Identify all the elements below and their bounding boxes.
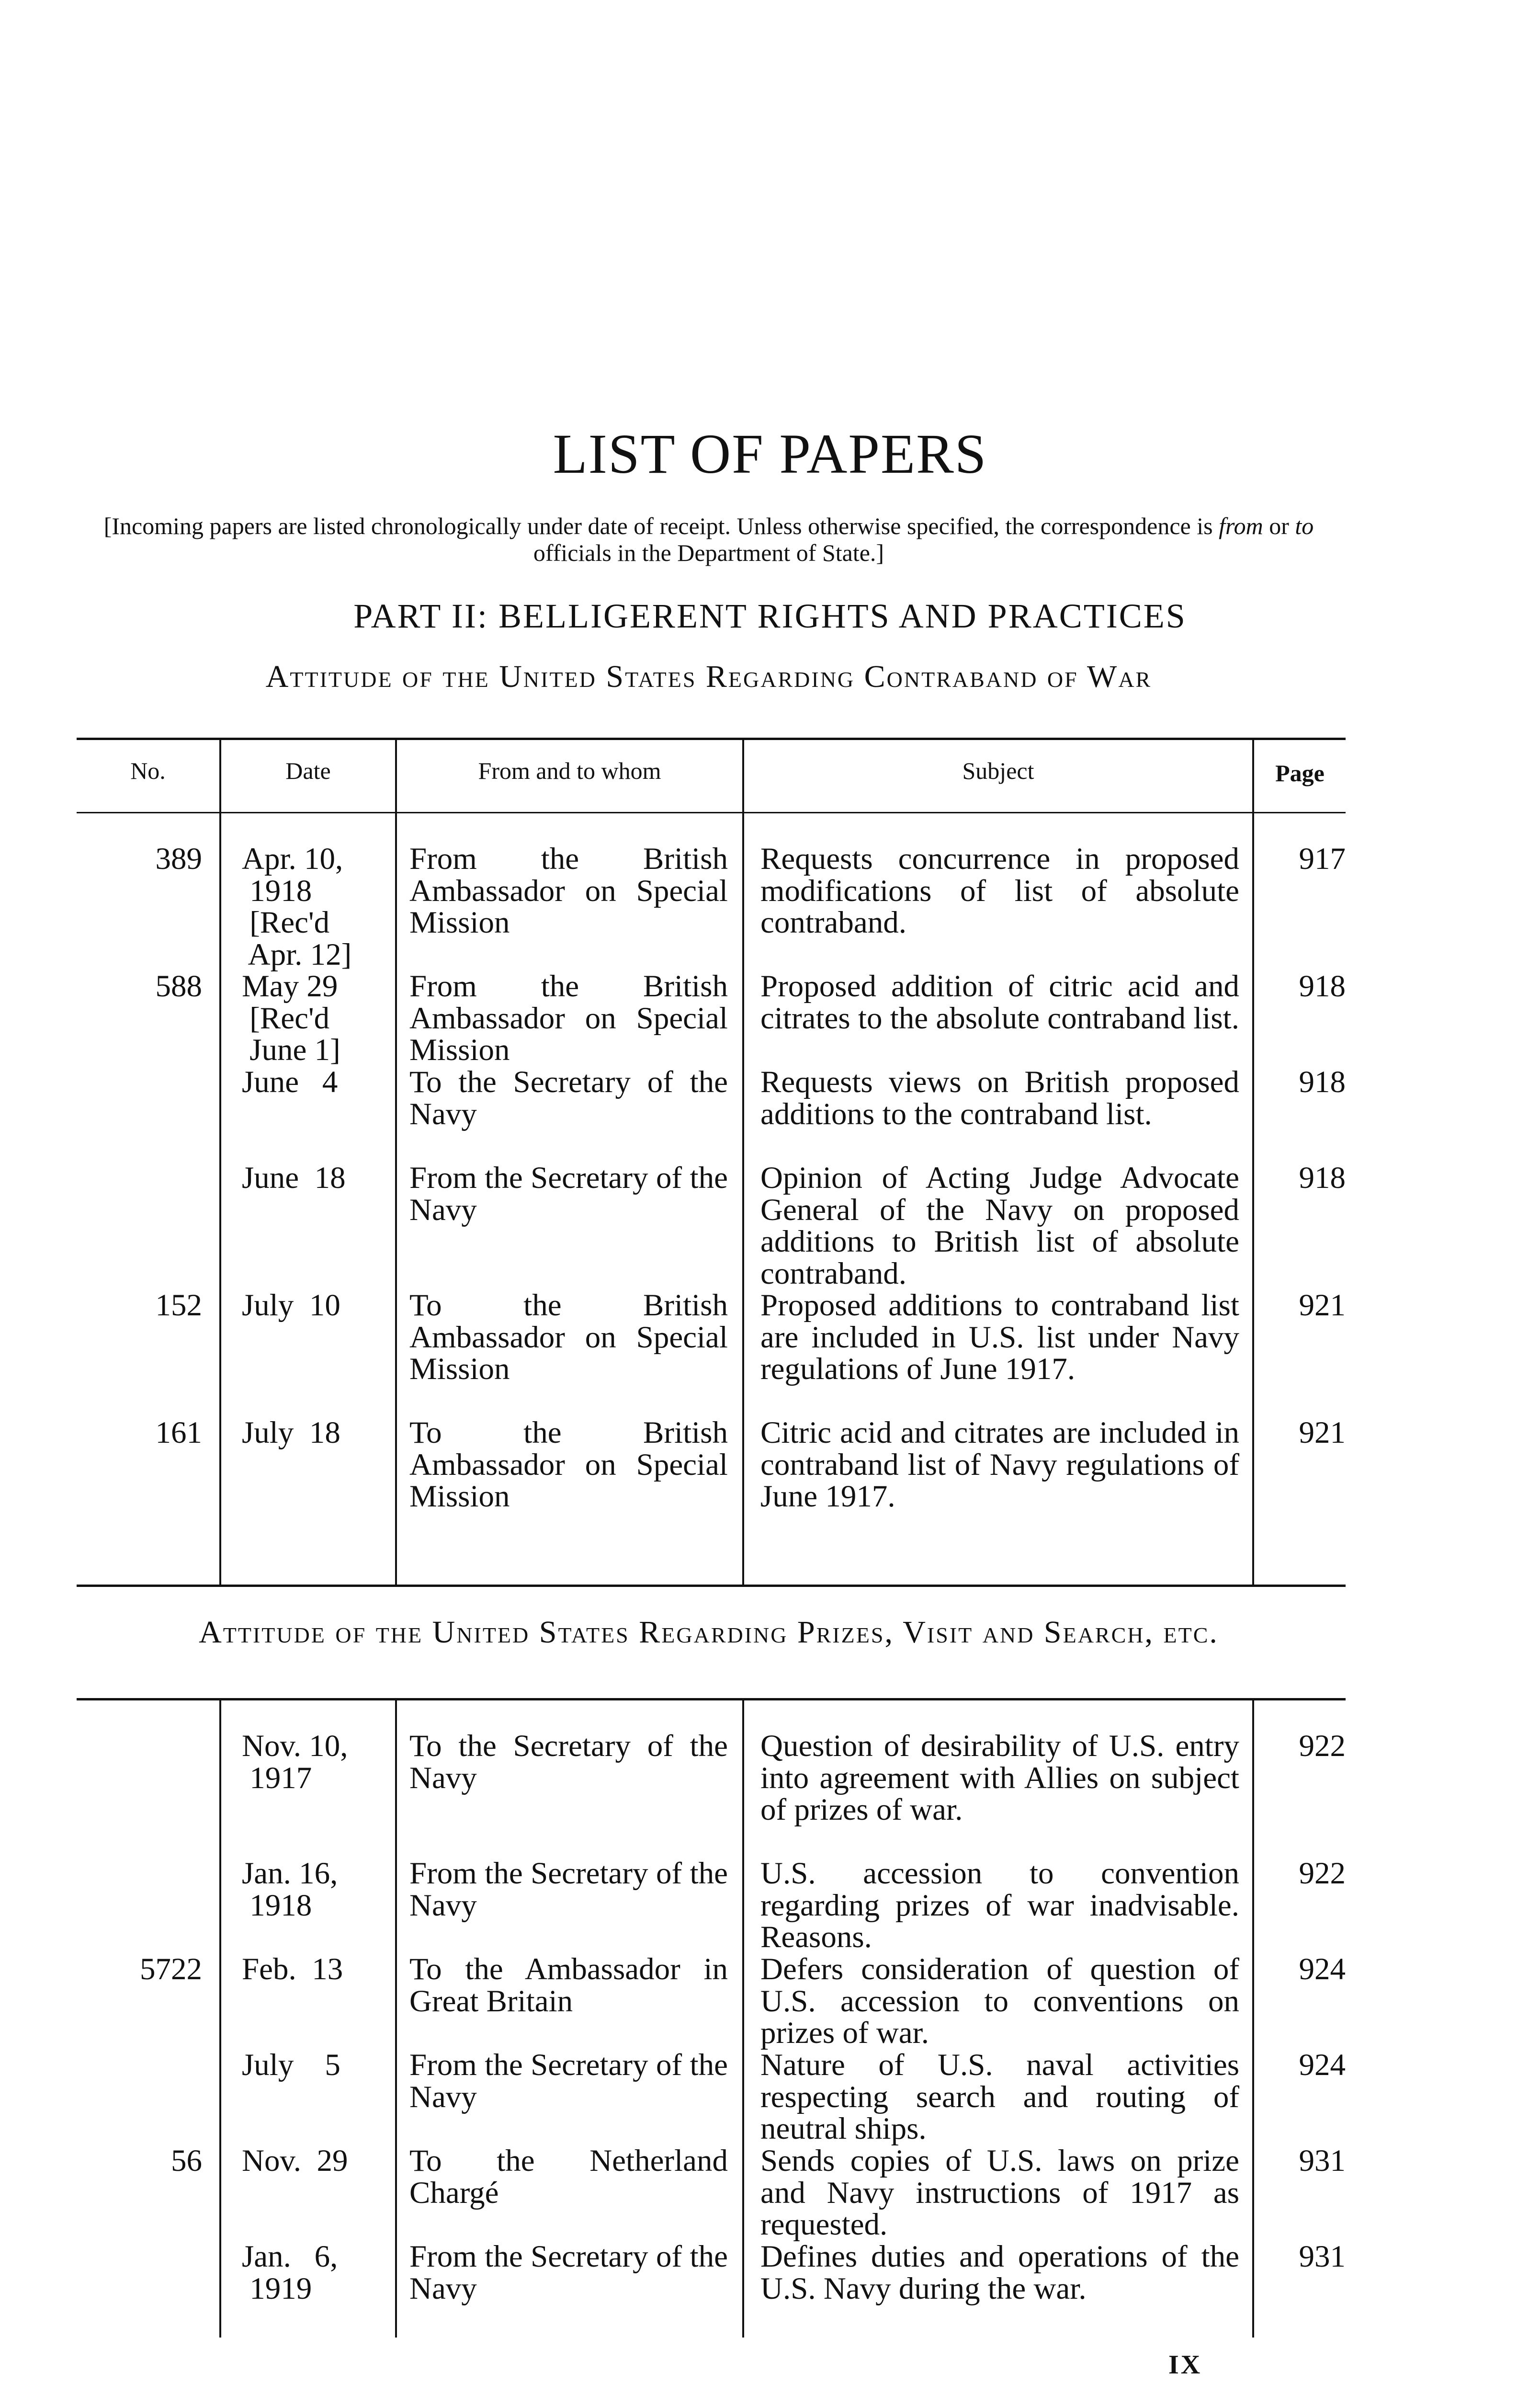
row-subject: U.S. accession to convention regarding prizes of war inadvisable. Reasons. — [760, 1856, 1239, 1954]
column-divider — [219, 740, 221, 1585]
row-date: July 10 — [242, 1288, 340, 1323]
note-to: to — [1295, 513, 1314, 539]
note-text-3: officials in the Department of State.] — [533, 539, 884, 566]
row-subject: Opinion of Acting Judge Advocate General of the Navy on proposed additions to British list of absolute contraband. — [760, 1161, 1239, 1291]
row-from-to: To the Ambassador in Great Britain — [409, 1952, 728, 2019]
section-heading-contraband: Attitude of the United States Regarding Contraband of War — [265, 659, 1152, 694]
row-date: Apr. 10, 1918 [Rec'd Apr. 12] — [242, 842, 352, 972]
row-page: 921 — [1299, 1415, 1346, 1450]
row-page: 918 — [1299, 1065, 1346, 1099]
row-number: 152 — [155, 1288, 202, 1323]
row-subject: Citric acid and citrates are included in contraband list of Navy regulations of June 1917. — [760, 1415, 1239, 1514]
column-divider — [1252, 740, 1254, 1585]
row-subject: Question of desirability of U.S. entry into agreement with Allies on subject of prizes of war. — [760, 1729, 1239, 1827]
note-text-2: or — [1263, 513, 1295, 539]
row-date: June 18 — [242, 1161, 346, 1195]
row-number: 161 — [155, 1415, 202, 1450]
page-number: IX — [1168, 2350, 1202, 2380]
row-date: July 5 — [242, 2048, 340, 2082]
row-from-to: From the Secretary of the Navy — [409, 1856, 728, 1923]
row-from-to: From the Secretary of the Navy — [409, 2048, 728, 2114]
note-text-1: [Incoming papers are listed chronologically under date of receipt. Unless otherwise specified, the correspondence is — [103, 513, 1219, 539]
row-date: May 29 [Rec'd June 1] — [242, 969, 340, 1067]
row-subject: Proposed additions to contraband list are included in U.S. list under Navy regulations of June 1917. — [760, 1288, 1239, 1386]
column-divider — [742, 740, 744, 1585]
row-from-to: To the Secretary of the Navy — [409, 1065, 728, 1131]
row-page: 917 — [1299, 842, 1346, 876]
row-number: 389 — [155, 842, 202, 876]
table-top-rule — [77, 738, 1346, 740]
table-top-rule — [77, 1698, 1346, 1700]
header-subject: Subject — [962, 757, 1034, 784]
row-from-to: From the British Ambassador on Special Mission — [409, 842, 728, 940]
row-page: 931 — [1299, 2239, 1346, 2274]
header-no: No. — [130, 757, 166, 784]
column-divider — [395, 740, 397, 1585]
row-date: Nov. 29 — [242, 2144, 348, 2178]
row-from-to: From the Secretary of the Navy — [409, 2239, 728, 2306]
row-date: Jan. 16, 1918 — [242, 1856, 338, 1923]
row-date: June 4 — [242, 1065, 338, 1099]
row-page: 924 — [1299, 2048, 1346, 2082]
row-from-to: To the Netherland Chargé — [409, 2144, 728, 2210]
header-from-to: From and to whom — [478, 757, 661, 784]
row-subject: Nature of U.S. naval activities respecting search and routing of neutral ships. — [760, 2048, 1239, 2146]
column-divider — [742, 1700, 744, 2338]
row-date: Feb. 13 — [242, 1952, 343, 1986]
row-number: 56 — [171, 2144, 202, 2178]
column-divider — [219, 1700, 221, 2338]
row-number: 5722 — [140, 1952, 202, 1986]
row-page: 918 — [1299, 969, 1346, 1004]
row-from-to: From the British Ambassador on Special Mission — [409, 969, 728, 1067]
row-date: Jan. 6, 1919 — [242, 2239, 338, 2306]
row-from-to: To the British Ambassador on Special Mission — [409, 1288, 728, 1386]
note-from: from — [1219, 513, 1263, 539]
row-page: 918 — [1299, 1161, 1346, 1195]
section-heading-prizes: Attitude of the United States Regarding Prizes, Visit and Search, etc. — [199, 1615, 1219, 1650]
header-page: Page — [1275, 760, 1325, 787]
row-page: 922 — [1299, 1729, 1346, 1763]
header-date: Date — [285, 757, 331, 784]
row-from-to: To the Secretary of the Navy — [409, 1729, 728, 1795]
row-subject: Requests views on British proposed additions to the contraband list. — [760, 1065, 1239, 1131]
row-subject: Defines duties and operations of the U.S. Navy during the war. — [760, 2239, 1239, 2306]
row-subject: Defers consideration of question of U.S. accession to conventions on prizes of war. — [760, 1952, 1239, 2050]
row-number: 588 — [155, 969, 202, 1004]
row-date: Nov. 10, 1917 — [242, 1729, 348, 1795]
row-date: July 18 — [242, 1415, 340, 1450]
row-subject: Requests concurrence in proposed modifications of list of absolute contraband. — [760, 842, 1239, 940]
row-from-to: From the Secretary of the Navy — [409, 1161, 728, 1227]
row-page: 924 — [1299, 1952, 1346, 1986]
row-subject: Proposed addition of citric acid and citrates to the absolute contraband list. — [760, 969, 1239, 1036]
page-title: LIST OF PAPERS — [553, 422, 987, 485]
row-page: 922 — [1299, 1856, 1346, 1891]
row-from-to: To the British Ambassador on Special Mission — [409, 1415, 728, 1514]
editorial-note — [72, 513, 1346, 566]
row-page: 931 — [1299, 2144, 1346, 2178]
column-divider — [395, 1700, 397, 2338]
table-bottom-rule — [77, 1585, 1346, 1587]
part-heading: PART II: BELLIGERENT RIGHTS AND PRACTICES — [353, 597, 1187, 635]
header-bottom-rule — [77, 812, 1346, 813]
row-page: 921 — [1299, 1288, 1346, 1323]
column-divider — [1252, 1700, 1254, 2338]
row-subject: Sends copies of U.S. laws on prize and Navy instructions of 1917 as requested. — [760, 2144, 1239, 2242]
